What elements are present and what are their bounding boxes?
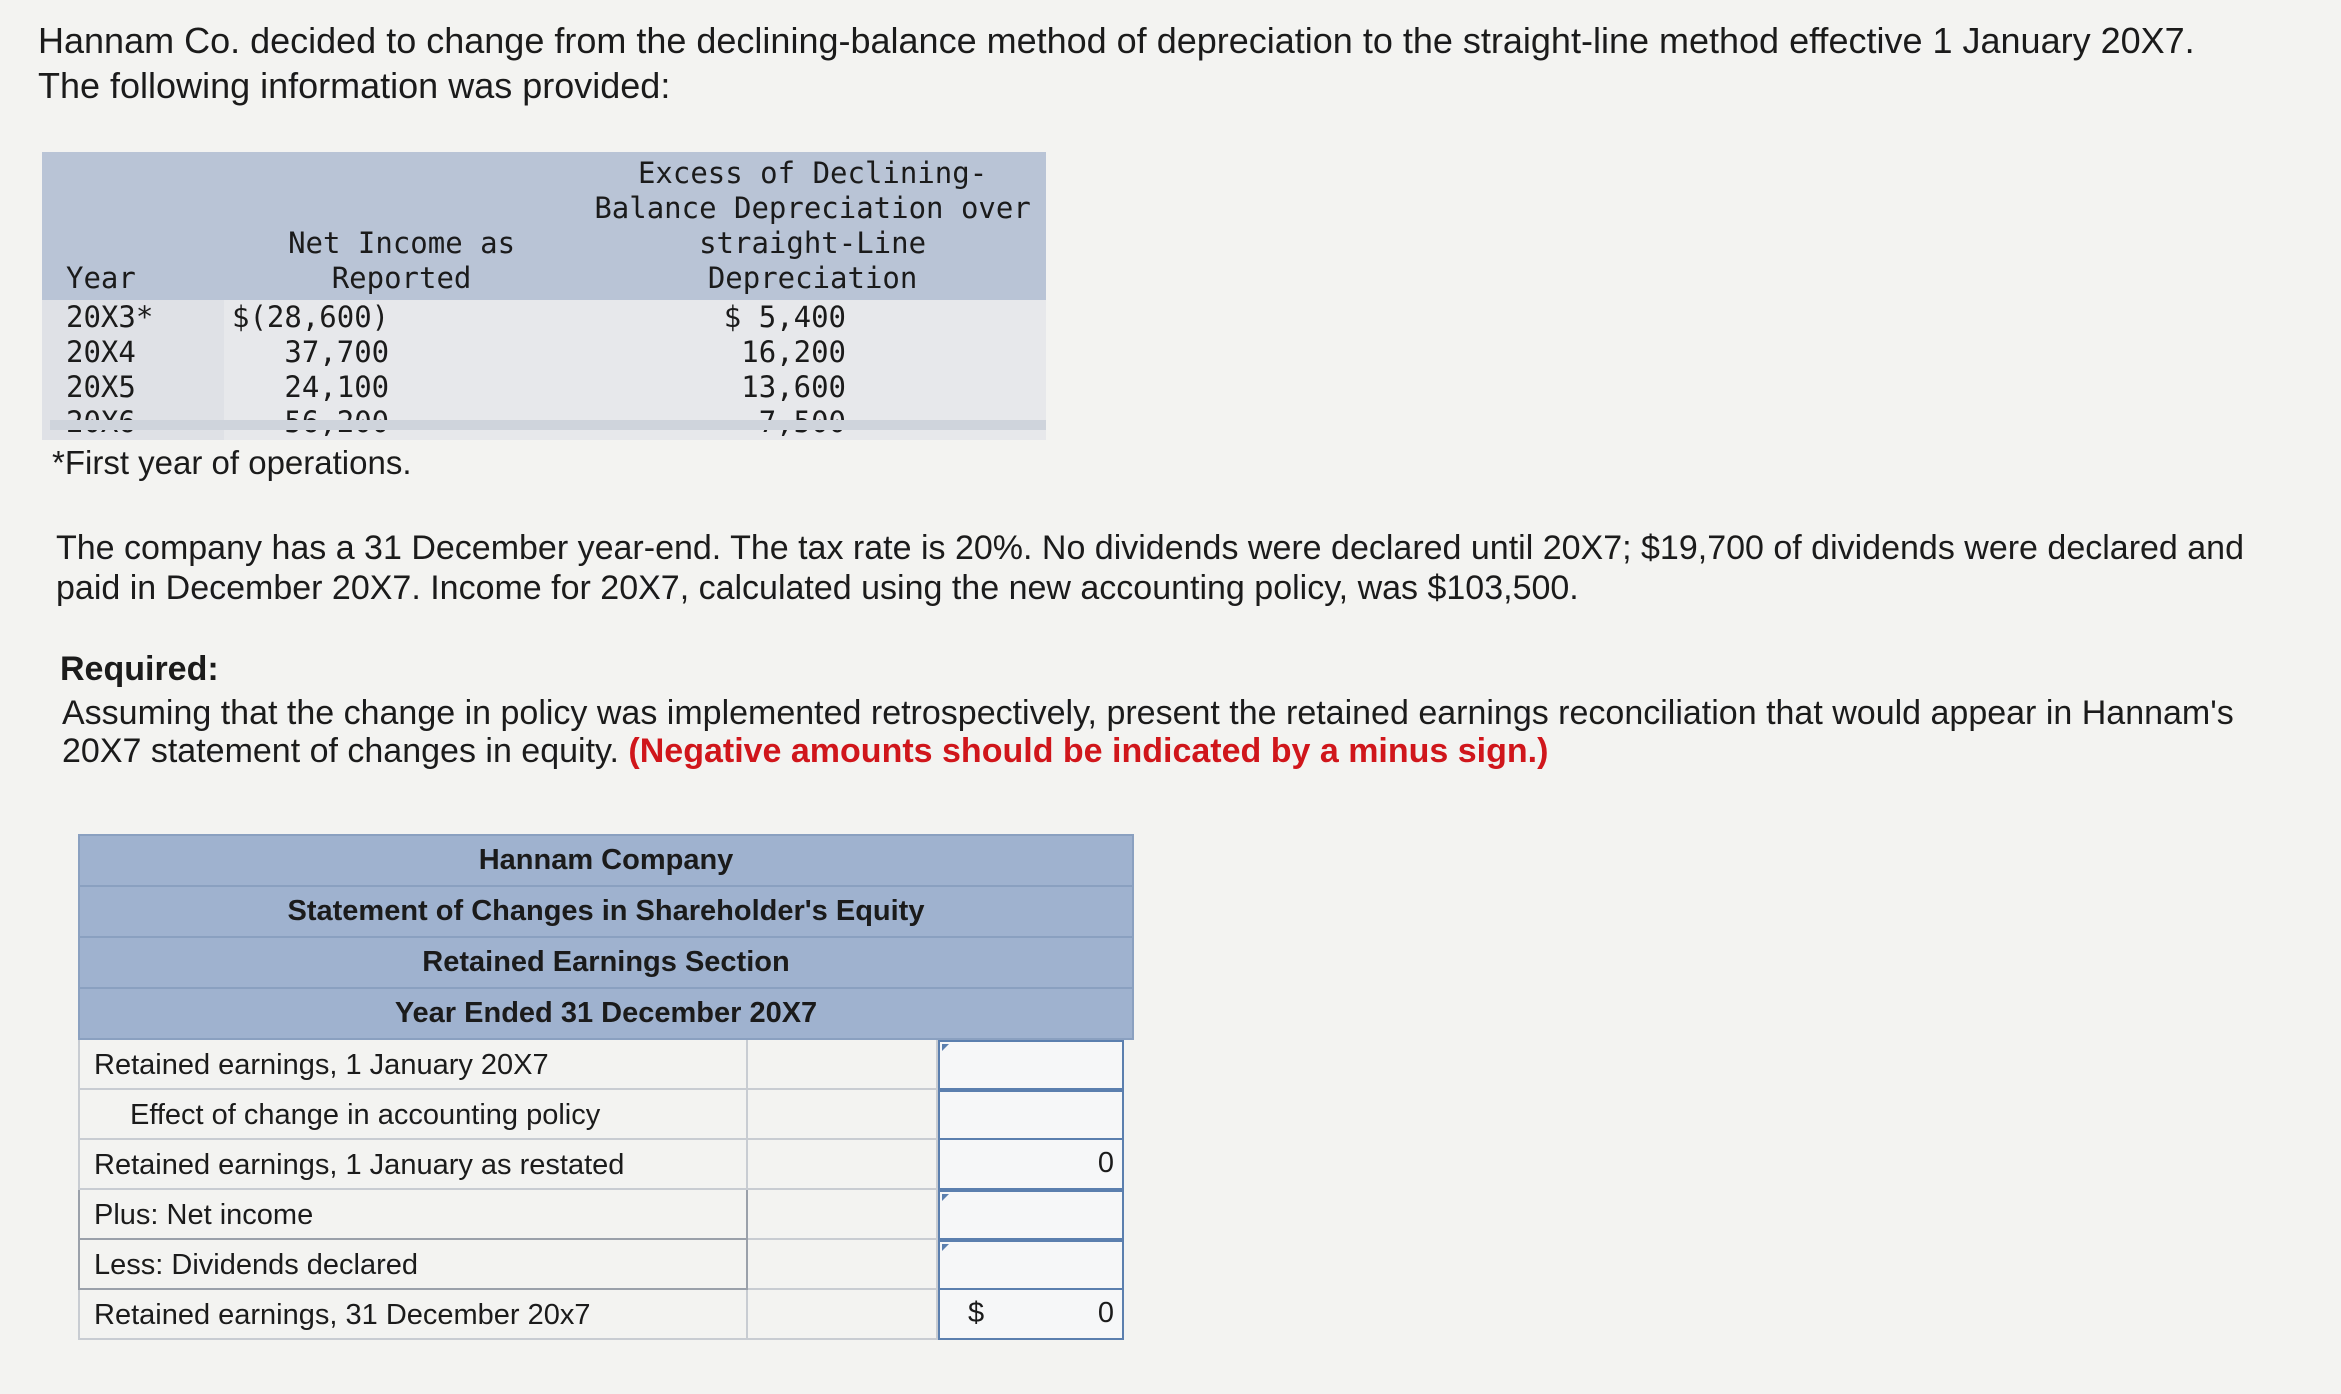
statement-row-closing-re — [78, 1290, 1134, 1340]
statement-row-restated-re — [78, 1140, 1134, 1190]
year-cell: 20X4 — [42, 335, 224, 370]
required-text — [62, 694, 2282, 770]
statement-period: Year Ended 31 December 20X7 — [80, 989, 1132, 1040]
problem-intro: Hannam Co. decided to change from the declining-balance method of depreciation to the straight-line method effective 1 January 20X7. The following information was provided: — [38, 20, 2195, 106]
net-income-cell: 37,700 — [224, 335, 579, 370]
net-income-input[interactable] — [938, 1190, 1124, 1240]
statement-row-net-income — [78, 1190, 1134, 1240]
header-net-income: Net Income as Reported — [224, 152, 579, 300]
required-instruction: Assuming that the change in policy was implemented retrospectively, present the retained earnings reconciliation that would appear in Hannam's 20X7 statement of changes in equity. — [62, 694, 2234, 770]
footnote: *First year of operations. — [52, 444, 412, 481]
retained-earnings-statement — [78, 834, 1134, 1340]
blank-cell — [748, 1290, 938, 1340]
statement-section: Retained Earnings Section — [80, 938, 1132, 989]
year-cell: 20X5 — [42, 370, 224, 405]
row-label: Retained earnings, 31 December 20x7 — [78, 1290, 748, 1340]
blank-cell — [748, 1040, 938, 1090]
excess-cell: 13,600 — [579, 370, 1046, 405]
table-bottom-rule — [50, 420, 1046, 430]
blank-cell — [748, 1190, 938, 1240]
row-label[interactable]: Plus: Net income — [78, 1190, 748, 1240]
statement-header — [78, 834, 1134, 1040]
required-note: (Negative amounts should be indicated by a minus sign.) — [628, 732, 1549, 770]
currency-symbol: $ — [968, 1297, 985, 1329]
statement-row-dividends — [78, 1240, 1134, 1290]
row-label[interactable]: Effect of change in accounting policy — [78, 1090, 748, 1140]
value: 0 — [1097, 1147, 1114, 1179]
depreciation-data-table — [42, 152, 1046, 440]
blank-cell — [748, 1140, 938, 1190]
dropdown-marker-icon — [942, 1044, 949, 1051]
excess-cell: 16,200 — [579, 335, 1046, 370]
year-cell: 20X3* — [42, 300, 224, 335]
statement-row-policy-effect — [78, 1090, 1134, 1140]
net-income-cell: 24,100 — [224, 370, 579, 405]
blank-cell — [748, 1090, 938, 1140]
value: 0 — [1097, 1297, 1114, 1329]
statement-row-opening-re — [78, 1040, 1134, 1090]
header-year: Year — [42, 152, 224, 300]
statement-title: Statement of Changes in Shareholder's Equity — [80, 887, 1132, 938]
net-income-cell: $(28,600) — [224, 300, 579, 335]
excess-cell: $ 5,400 — [579, 300, 1046, 335]
row-label[interactable]: Less: Dividends declared — [78, 1240, 748, 1290]
row-label[interactable]: Retained earnings, 1 January 20X7 — [78, 1040, 748, 1090]
dividends-input[interactable] — [938, 1240, 1124, 1290]
table-row — [42, 335, 1046, 370]
policy-effect-input[interactable] — [938, 1090, 1124, 1140]
table-row — [42, 370, 1046, 405]
restated-re-value — [938, 1140, 1124, 1190]
table-row — [42, 300, 1046, 335]
header-excess-depreciation: Excess of Declining-Balance Depreciation over straight-Line Depreciation — [579, 152, 1046, 300]
dropdown-marker-icon — [942, 1244, 949, 1251]
statement-company-name: Hannam Company — [80, 836, 1132, 887]
closing-re-value — [938, 1290, 1124, 1340]
opening-re-input[interactable] — [938, 1040, 1124, 1090]
required-heading: Required: — [60, 650, 219, 688]
row-label: Retained earnings, 1 January as restated — [78, 1140, 748, 1190]
dropdown-marker-icon — [942, 1194, 949, 1201]
blank-cell — [748, 1240, 938, 1290]
problem-paragraph: The company has a 31 December year-end. The tax rate is 20%. No dividends were declared until 20X7; $19,700 of dividends were declared and paid in December 20X7. Income for 20X7, calculated using the new accounting policy, was $103,500. — [56, 529, 2245, 607]
